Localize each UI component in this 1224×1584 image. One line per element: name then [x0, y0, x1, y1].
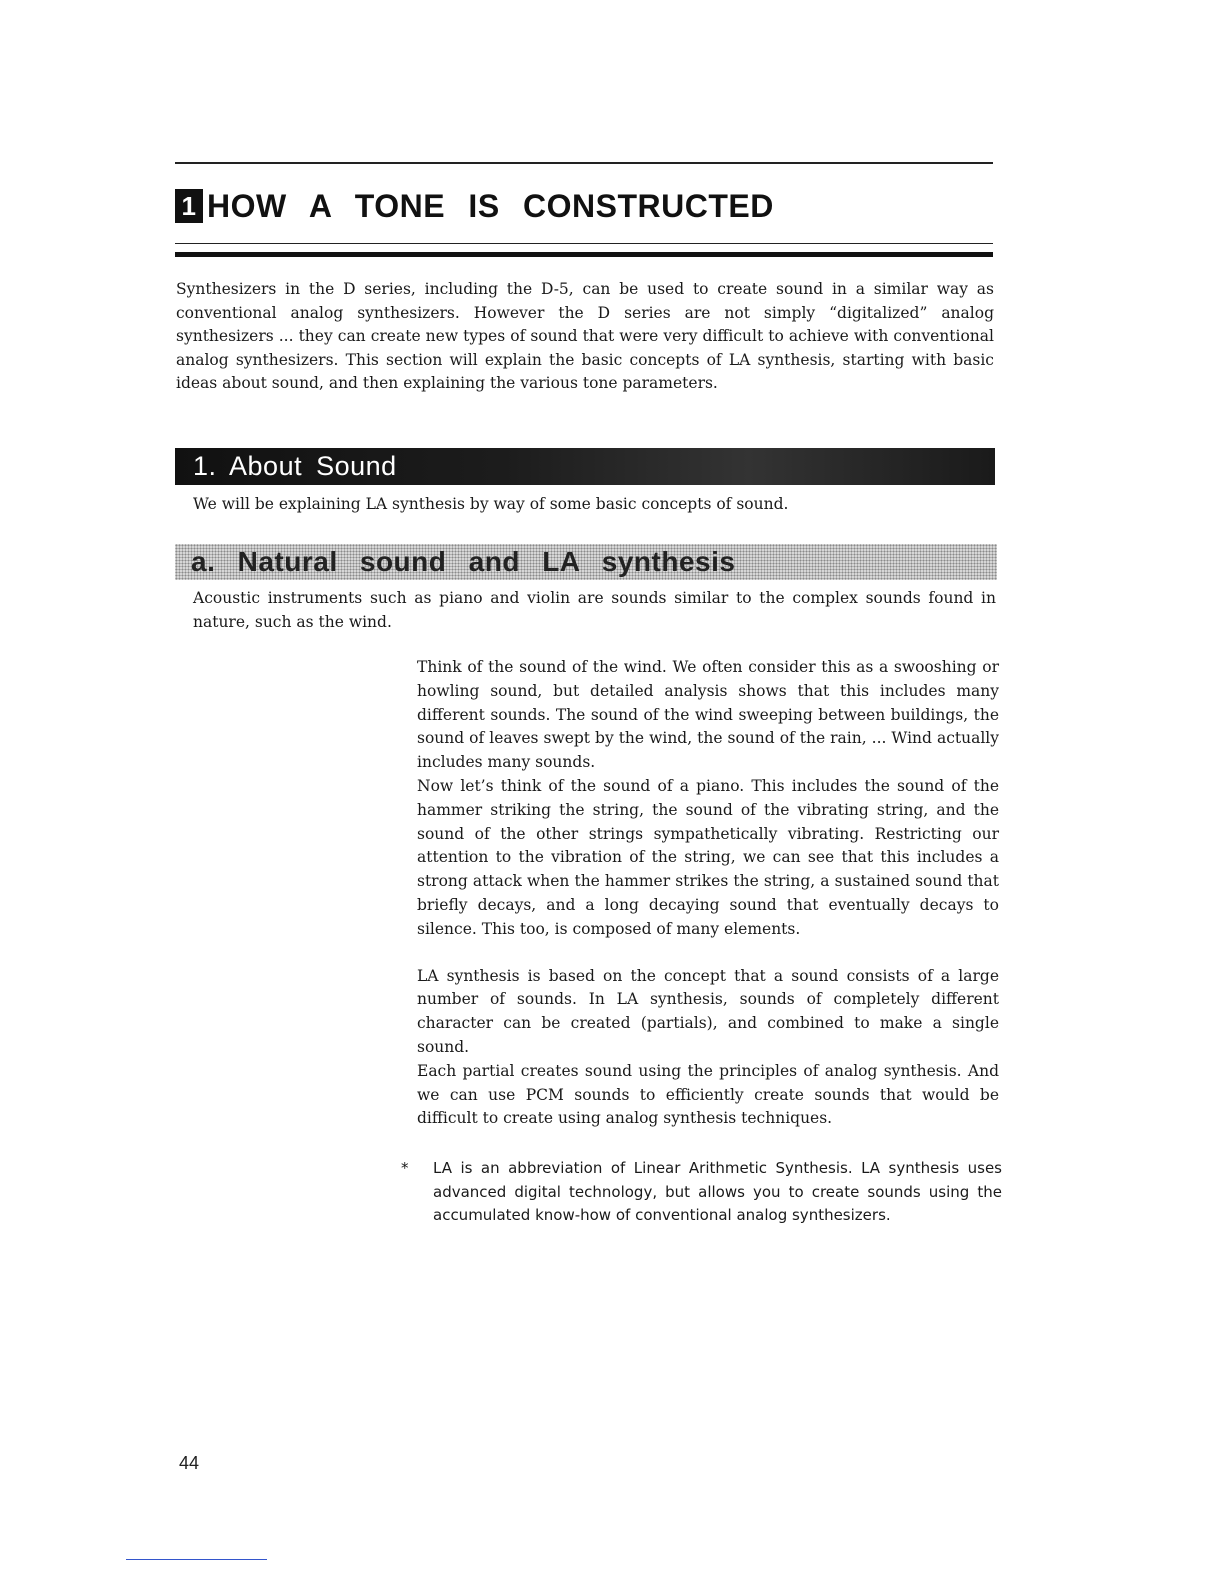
subsection-intro: Acoustic instruments such as piano and violin are sounds similar to the complex sounds found in nature, such as the wind.	[193, 589, 996, 631]
footnote-asterisk: *	[401, 1159, 409, 1177]
chapter-number-badge: 1	[175, 189, 203, 223]
footnote-text: LA is an abbreviation of Linear Arithmetic Synthesis. LA synthesis uses advanced digital technology, but allows you to create sounds using the accumulated know-how of conventional analog synthesizers.	[433, 1159, 1002, 1224]
section-heading-bar	[175, 448, 995, 485]
chapter-title-text: HOW A TONE IS CONSTRUCTED	[207, 187, 774, 224]
title-underline-thin	[175, 243, 993, 244]
intro-paragraph: Synthesizers in the D series, including the D-5, can be used to create sound in a similar way as conventional analog synthesizers. However the D series are not simply “digitalized” analog synthesizers ... they can create new types of sound that were very difficult to achieve with conventional analog synthesizers. This section will explain the basic concepts of LA synthesis, starting with basic ideas about sound, and then explaining the various tone parameters.	[176, 280, 994, 392]
page-number: 44	[179, 1453, 200, 1473]
bottom-edge-line	[126, 1559, 267, 1560]
body-paragraph-piano: Now let’s think of the sound of a piano. This includes the sound of the hammer striking the string, the sound of the vibrating string, and the sound of the other strings sympathetically vibrating. Restricting our attention to the vibration of the string, we can see that this includes a strong attack when the hammer strikes the string, a sustained sound that briefly decays, and a long decaying sound that eventually decays to silence. This too, is composed of many elements.	[417, 776, 999, 938]
footnote	[401, 1157, 1002, 1228]
paragraph-gap	[417, 942, 999, 965]
body-paragraph-wind: Think of the sound of the wind. We often consider this as a swooshing or howling sound, but detailed analysis shows that this includes many different sounds. The sound of the wind sweeping between buildings, the sound of leaves swept by the wind, the sound of the rain, ... Wind actually includes many sounds.	[417, 658, 999, 772]
top-rule	[175, 162, 993, 164]
body-paragraph-la-concept: LA synthesis is based on the concept that a sound consists of a large number of sounds. In LA synthesis, sounds of completely different character can be created (partials), and combined to make a single sound.	[417, 966, 999, 1056]
chapter-title	[175, 184, 774, 228]
body-column	[417, 656, 999, 1131]
subsection-heading-bar	[175, 544, 997, 580]
title-underline-thick	[175, 252, 993, 257]
body-paragraph-partials: Each partial creates sound using the principles of analog synthesis. And we can use PCM sounds to efficiently create sounds that would be difficult to create using analog synthesis techniques.	[417, 1061, 999, 1128]
subsection-heading: a. Natural sound and LA synthesis	[191, 546, 736, 577]
section-heading: 1. About Sound	[193, 451, 397, 481]
section-subtitle: We will be explaining LA synthesis by way of some basic concepts of sound.	[193, 495, 789, 513]
